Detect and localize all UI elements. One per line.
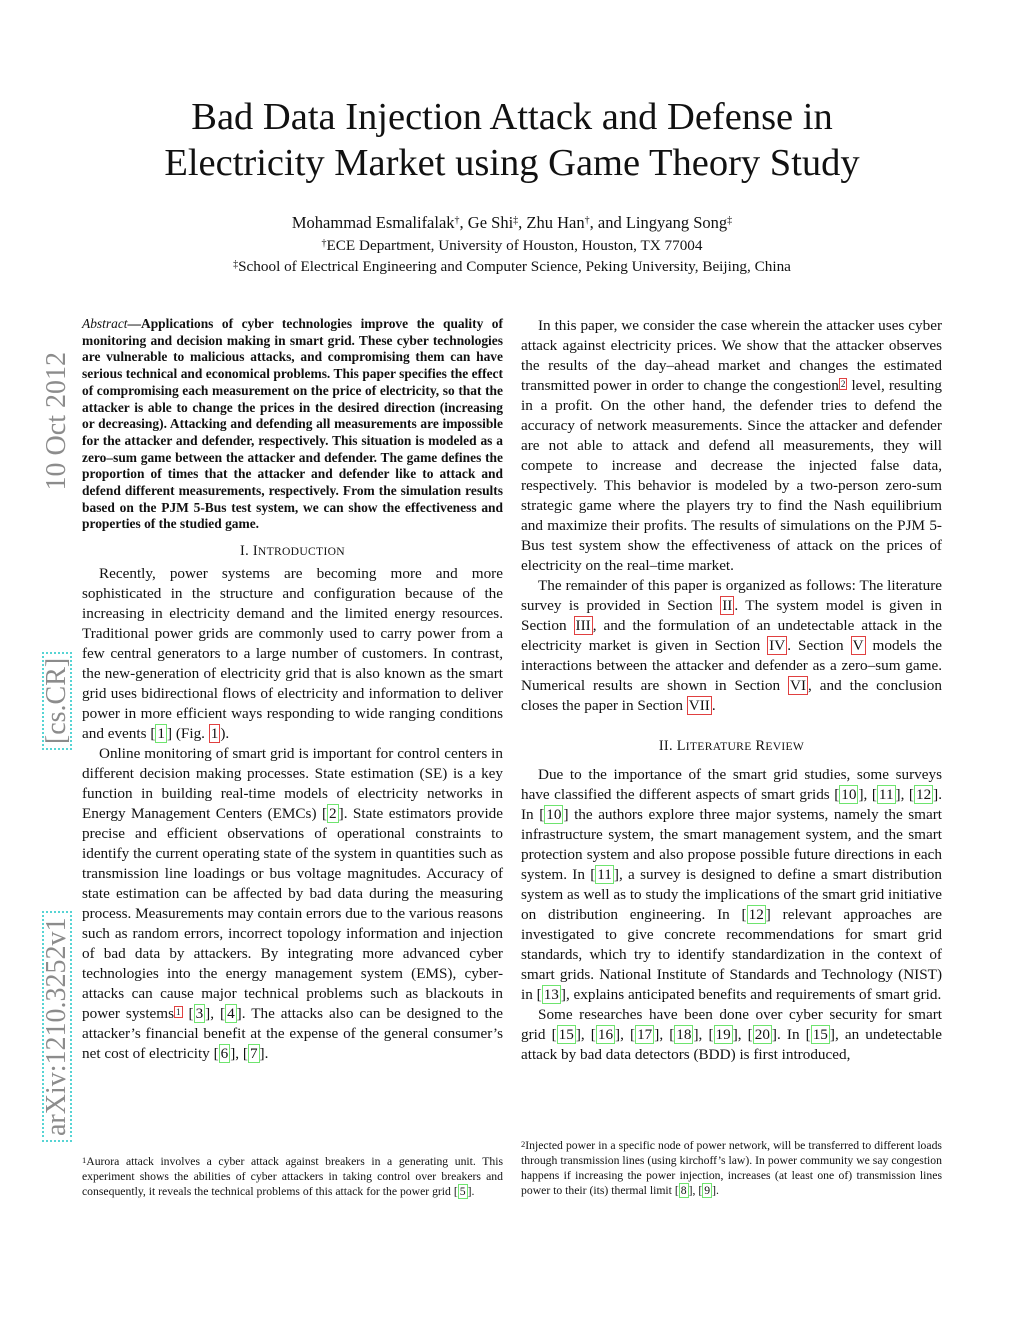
paper-title [0,94,1024,186]
text-run: , and the conclusion closes the paper in Section [521,677,942,714]
citation-link[interactable]: 11 [878,786,894,803]
section-ref-link[interactable]: III [575,617,591,634]
affiliation-text: ECE Department, University of Houston, Houston, TX 77004 [326,237,703,254]
author-list [0,212,1024,234]
text-run: , [235,1045,243,1063]
citation-link[interactable]: 13 [543,986,559,1003]
citation-link[interactable]: 2 [329,805,337,823]
text-run: the authors explore three major systems, namely the smart infrastructure system, the smart management system, and the smart protection system and also propose possible future directions in each system. In [521,806,942,883]
affiliation-1 [0,236,1024,256]
literature-paragraph-2: Some researches have been done over cyber security for smart grid [ 15 ], [ 16 ], [ 17 ], [ 18 ], [ 19 ], [ 20 ]. In [ 15 ], an undetectable attack by bad data detectors (BDD) is first introduced, [521,1006,943,1063]
footnote-text: Injected power in a specific node of power network, will be transferred to different loads through transmission lines (using kirchoff’s law). In power community we say congestion happens if increasing the power injection, increases (at least one of) transmission lines power to their (its) thermal limit [521,1139,942,1197]
text-run: . The system model is given in Section [521,597,942,634]
section-heading-introduction [82,543,503,560]
intro-paragraph-2: Online monitoring of smart grid is important for control centers in different decision making processes. State estimation (SE) is a key function in building real-time models of electricity networks in Energy Management Centers (EMCs) [ 2 ]. State estimators provide precise and efficient observations of operational constraints to identify the current operating state of the system in quantities such as transmission line loadings or bus voltage magnitudes. Accuracy of state estimation can be affected by bad data during the measuring process. Measurements may contain errors due to the various reasons such as random errors, incorrect topology information and injection of bad data by attackers. By integrating more advanced cyber technologies into the energy management system (EMS), cyber-attacks can cause major technical problems such as blackouts in power systems $^1$ [ 3 ], [ 4 ]. The attacks also can be designed to the attacker’s financial benefit at the expense of the general consumer’s net cost of electricity [ 6 ], [ 7 ]. [82,745,504,1063]
section-number: II. [658,738,673,754]
author-name: Zhu Han [526,213,585,232]
right-column [521,316,942,1065]
author-mark: † [454,215,460,226]
text-run: , [620,1026,631,1043]
citation-link[interactable]: 11 [597,866,612,883]
text-run: (Fig. [172,725,209,743]
text-run: , a survey is designed to define a smart distribution system as well as to study the implications of the smart grid initiative on distribution engineering. In [521,866,942,923]
section-cap: L [676,738,686,754]
section-heading-literature-review [521,738,942,755]
citation-link[interactable]: 1 [157,725,165,743]
intro-paragraph-3 [521,316,942,576]
footnote-link[interactable]: 1 [176,1007,181,1018]
footnote-text: . [716,1184,719,1197]
text-run: . In [776,1026,806,1043]
author-name: Ge Shi [467,213,514,232]
section-smallcaps: EVIEW [765,740,805,753]
citation-link[interactable]: 10 [546,806,562,823]
text-run: . [711,697,716,714]
text-run: . The attacks also can be designed to the attacker’s financial benefit at the expense of the general consumer’s net cost of electricity [82,1005,504,1063]
abstract-label: Abstract [82,316,128,331]
author-separator: , and [589,213,626,232]
text-run: , [900,786,909,803]
citation-link[interactable]: 6 [220,1045,229,1063]
section-cap: I [252,543,258,560]
citation-link[interactable]: 9 [704,1184,711,1197]
text-run: ). [220,725,230,743]
intro-paragraph-1: Recently, power systems are becoming more and more sophisticated in the structure and configuration because of the increasing in electricity demand and the limited energy resources. Traditional power grids are commonly used to carry power from a few central generators to a large number of customers. In contrast, the new-generation of electricity grid that is also known as the smart grid uses bidirectional flows of electricity and information to deliver power in more efficient ways responding to wide ranging conditions and events [ 1 ] (Fig. 1 ). [82,565,503,743]
citation-link[interactable]: 16 [597,1026,614,1043]
abstract [82,316,503,533]
author-mark: ‡ [513,215,519,226]
figure-ref-link[interactable]: 1 [210,725,219,743]
text-run: , an undetectable attack by bad data detectors (BDD) is first introduced, [521,1026,943,1063]
author-mark: † [584,215,590,226]
text-run: , [863,786,872,803]
author-mark: ‡ [727,215,733,226]
text-run: Recently, power systems are becoming more and more sophisticated in the structure and configuration because of the increasing in electricity demand and the limited energy resources. Traditional power grids are commonly used to carry power from a few central generators to a large number of customers. In contrast, the new-generation of electricity grid that is also known as the smart grid uses bidirectional flows of electricity and information to deliver power in more efficient ways responding to wide ranging conditions and events [82,565,503,743]
citation-link[interactable]: 5 [459,1185,466,1198]
citation-link[interactable]: 12 [748,906,764,923]
arxiv-watermark [42,352,72,1142]
footnote-1: $^1$Aurora attack involves a cyber attack against breakers in a generating unit. This experiment shows the abilities of cyber attackers in taking control over breakers and consequently, it reveals the technical problems of this attack for the power grid [ 5 ]. [82,1155,503,1198]
text-run: , [659,1026,670,1043]
text-run: , [698,1026,709,1043]
text-run: Due to the importance of the smart grid studies, some surveys have classified the different aspects of smart grids [521,766,942,803]
text-run: . In [521,786,943,823]
text-run: . [264,1045,269,1063]
citation-link[interactable]: 20 [754,1026,770,1043]
section-ref-link[interactable]: V [852,637,864,654]
citation-link[interactable]: 12 [915,786,932,803]
intro-paragraph-4 [521,576,942,716]
text-run: The remainder of this paper is organized as follows: The literature survey is provided in Section [521,577,942,614]
affiliation-text: School of Electrical Engineering and Computer Science, Peking University, Beijing, China [238,258,791,275]
text-run: models the interactions between the attacker and defender as a zero–sum game. Numerical results are shown in Section [521,637,942,694]
affiliation-mark: † [321,238,327,249]
citation-link[interactable]: 17 [637,1026,653,1043]
author-name: Mohammad Esmalifalak [291,213,455,232]
section-ref-link[interactable]: VI [790,677,807,694]
text-run: In this paper, we consider the case wherein the attacker uses cyber attack against electricity prices. We show that the attacker observes the results of the day–ahead market and changes the estimated transmitted power in order to change the congestion [521,317,942,394]
citation-link[interactable]: 19 [715,1026,731,1043]
arxiv-id-link[interactable]: arXiv:1210.3252v1 [42,911,72,1142]
text-run: , [737,1026,748,1043]
citation-link[interactable]: 3 [195,1005,204,1023]
title-line-1: Bad Data Injection Attack and Defense in [191,96,833,138]
literature-paragraph-1: Due to the importance of the smart grid studies, some surveys have classified the different aspects of smart grids [ 10 ], [ 11 ], [ 12 ]. In [ 10 ] the authors explore three major systems, namely the smart infrastructure system, the smart management system, and the smart protection system and also propose possible future directions in each system. In [ 11 ], a survey is designed to define a smart distribution system as well as to study the implications of the smart grid initiative on distribution engineering. In [ 12 ] relevant approaches are investigated to give concrete recommendations for smart grid standards, which try to identify standardization in the context of smart grids. National Institute of Standards and Technology (NIST) in [ 13 ], explains anticipated benefits and requirements of smart grid. [521,766,943,1003]
footnote-link[interactable]: 2 [840,379,846,389]
text-run: , and the formulation of an undetectable attack in the electricity market is given in Section [521,617,942,654]
arxiv-date: 10 Oct 2012 [41,352,72,491]
citation-link[interactable]: 8 [680,1184,687,1197]
section-ref-link[interactable]: IV [769,637,786,654]
affiliation-mark: ‡ [233,259,239,270]
text-run: , [210,1005,221,1023]
text-run: , [580,1026,591,1043]
section-smallcaps: ITERATURE [685,740,752,753]
text-run: . Section [787,637,851,654]
footnote-number: 2 [521,1139,526,1149]
footnote-2: $^2$Injected power in a specific node of power network, will be transferred to different loads through transmission lines (using kirchoff’s law). In power community we say congestion happens if increasing the power injection, increases (at least one of) transmission lines power to their (its) thermal limit [ 8 ], [ 9 ]. [521,1139,942,1197]
author-separator: , [518,213,527,232]
footnote-text: , [692,1184,699,1197]
affiliation-2 [0,257,1024,277]
text-run [183,1005,189,1022]
author-name: Lingyang Song [625,213,728,232]
left-column [82,316,503,1064]
text-run: , explains anticipated benefits and requirements of smart grid. [565,986,942,1003]
citation-link[interactable]: 7 [249,1045,258,1063]
section-ref-link[interactable]: II [722,597,733,614]
abstract-text: Applications of cyber technologies improve the quality of monitoring and decision making in smart grid. These cyber technologies are vulnerable to malicious attacks, and compromising them can have serious technical and economical problems. This paper specifies the effect of compromising each measurement on the price of electricity, so that the attacker is able to change the prices in the desired direction (increasing or decreasing). Attacking and defending all measurements are impossible for the attacker and defender, respectively. This situation is modeled as a zero–sum game between the attacker and defender. The game defines the proportion of times that the attacker and defender like to attack and defend different measurements, respectively. From the simulation results based on the PJM 5-Bus test system, we can show the effectiveness and properties of the studied game. [82,316,503,532]
text-run: . State estimators provide precise and efficient observations of operational constraints to identify the current operating state of the system in quantities such as transmission line loadings or bus voltage magnitudes. Accuracy of state estimation can be affected by bad data during the measuring process. Measurements may contain errors due to the various reasons such as random errors, incorrect topology information and injection of bad data by attackers. By integrating more advanced cyber technologies into the energy management system (EMS), cyber-attacks can cause major technical problems such as blackouts in power systems [82,805,503,1023]
text-run: Online monitoring of smart grid is important for control centers in different decision making processes. State estimation (SE) is a key function in building real-time models of electricity networks in Energy Management Centers (EMCs) [82,745,503,823]
arxiv-category-link[interactable]: [cs.CR] [42,652,72,750]
footnote-number: 1 [82,1155,87,1165]
text-run: relevant approaches are investigated to give concrete recommendations for smart grid standards, which try to identify standardization in the context of smart grids. National Institute of Standards and Technology (NIST) in [521,906,942,1003]
citation-link[interactable]: 18 [676,1026,692,1043]
citation-link[interactable]: 15 [812,1026,828,1043]
author-separator: , [459,213,468,232]
text-run: Some researches have been done over cyber security for smart grid [521,1006,942,1043]
section-ref-link[interactable]: VII [688,697,710,714]
abstract-dash: — [127,316,141,331]
section-smallcaps: NTRODUCTION [257,545,345,559]
text-run: level, resulting in a profit. On the other hand, the defender tries to defend the accuracy of network measurements. Since the attacker and defender are not able to attack and defend all measurements, they will compete to increase and decrease the injected false data, respectively. This behavior is modeled by a two-person zero-sum strategic game where the players try to find the Nash equilibrium and maximize their profits. The results of simulations on the PJM 5-Bus test system show the effectiveness of attack on the prices of electricity on the real–time market. [521,377,942,574]
citation-link[interactable]: 4 [227,1005,235,1023]
footnote-text: Aurora attack involves a cyber attack against breakers in a generating unit. This experiment shows the abilities of cyber attackers in taking control over breakers and consequently, it reveals the technical problems of this attack for the power grid [82,1155,503,1198]
section-cap: R [755,738,766,754]
title-line-2: Electricity Market using Game Theory Study [164,142,860,184]
section-number: I. [240,543,249,560]
footnote-text: . [471,1185,475,1198]
citation-link[interactable]: 10 [841,786,857,803]
citation-link[interactable]: 15 [558,1026,574,1043]
